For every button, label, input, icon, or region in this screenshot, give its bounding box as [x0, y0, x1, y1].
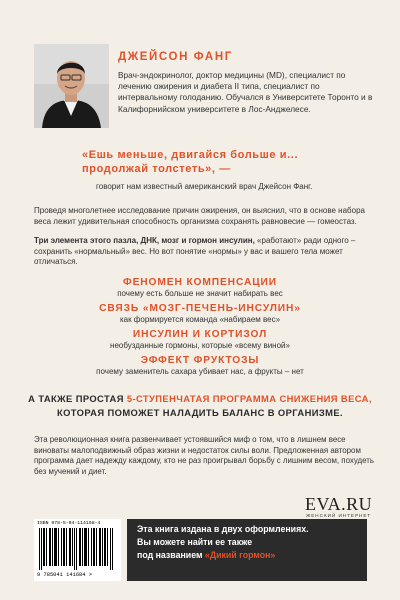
edition-promo-box [127, 519, 367, 581]
author-portrait-image [34, 44, 109, 128]
barcode-digits: 9 785041 141684 > [37, 572, 92, 578]
program-line-2: КОТОРАЯ ПОМОЖЕТ НАЛАДИТЬ БАЛАНС В ОРГАНИЗМЕ. [56, 406, 344, 418]
author-bio: Врач-эндокринолог, доктор медицины (MD), специалист по лечению ожирения и диабета II типа, специалист по интервальному голоданию. Обучался в Университете Торонто и в Калифорнийском университете в Лос-Анджелесе. [118, 70, 373, 114]
topic-section [0, 329, 400, 350]
topic-title: ИНСУЛИН И КОРТИЗОЛ [132, 329, 268, 340]
publisher-logo: EVA.RU [305, 494, 373, 514]
program-callout [0, 392, 400, 419]
promo-line-3-prefix: под названием [137, 550, 205, 560]
isbn-barcode [34, 519, 121, 581]
program-accent: 5-СТУПЕНЧАТАЯ ПРОГРАММА СНИЖЕНИЯ ВЕСА, [126, 393, 372, 404]
program-line-1 [0, 392, 400, 406]
headline-quote: «Ешь меньше, двигайся больше и... продолжай толстеть», — [82, 149, 299, 175]
puzzle-paragraph-rest: «работают» ради одного – сохранить «нормальный» вес. Но вот понятие «нормы» у вас и вашего тела может отличаться. [34, 236, 356, 267]
intro-paragraph: Проведя многолетнее исследование причин ожирения, он выяснил, что в основе набора веса лежит удивительная способность организма сохранять равновесие — гомеостаз. [34, 206, 365, 226]
program-prefix: А ТАКЖЕ ПРОСТАЯ [28, 393, 127, 404]
closing-paragraph: Эта революционная книга развенчивает устоявшийся миф о том, что в лишнем весе виноваты малоподвижный образ жизни и недостаток силы воли. Предложенная автором программа дает надежду каждому, кто не раз проигрывал борьбу с лишним весом, похудеть без мучений и диет. [34, 435, 374, 476]
publisher-logo-subtitle: ЖЕНСКИЙ ИНТЕРНЕТ [306, 513, 372, 518]
topic-subtitle: почему заменитель сахара убивает нас, а фрукты – нет [96, 367, 304, 376]
promo-line-2: Вы можете найти ее также [137, 537, 253, 547]
topic-section [0, 303, 400, 324]
topic-section [0, 277, 400, 298]
topic-subtitle: необузданные гормоны, которые «всему виной» [110, 341, 290, 350]
isbn-number: ISBN 978-5-04-114168-4 [37, 521, 101, 526]
puzzle-paragraph [34, 236, 370, 268]
puzzle-paragraph-bold: Три элемента этого пазла, ДНК, мозг и гормон инсулин, [34, 236, 255, 245]
topic-title: ФЕНОМЕН КОМПЕНСАЦИИ [123, 277, 277, 288]
topic-sections [0, 272, 400, 376]
topic-title: СВЯЗЬ «МОЗГ-ПЕЧЕНЬ-ИНСУЛИН» [99, 303, 301, 314]
author-photo [34, 44, 109, 128]
topic-subtitle: как формируется команда «набираем вес» [119, 315, 281, 324]
topic-subtitle: почему есть больше не значит набирать вес [117, 289, 283, 298]
promo-line-3 [137, 549, 367, 562]
promo-alt-title: «Дикий гормон» [204, 550, 276, 560]
promo-line-1: Эта книга издана в двух оформлениях. [137, 524, 309, 534]
quote-attribution: говорит нам известный американский врач Джейсон Фанг. [96, 182, 313, 191]
topic-title: ЭФФЕКТ ФРУКТОЗЫ [140, 355, 260, 366]
author-name: ДЖЕЙСОН ФАНГ [118, 51, 233, 63]
topic-section [0, 355, 400, 376]
barcode-bars-icon [39, 528, 116, 570]
